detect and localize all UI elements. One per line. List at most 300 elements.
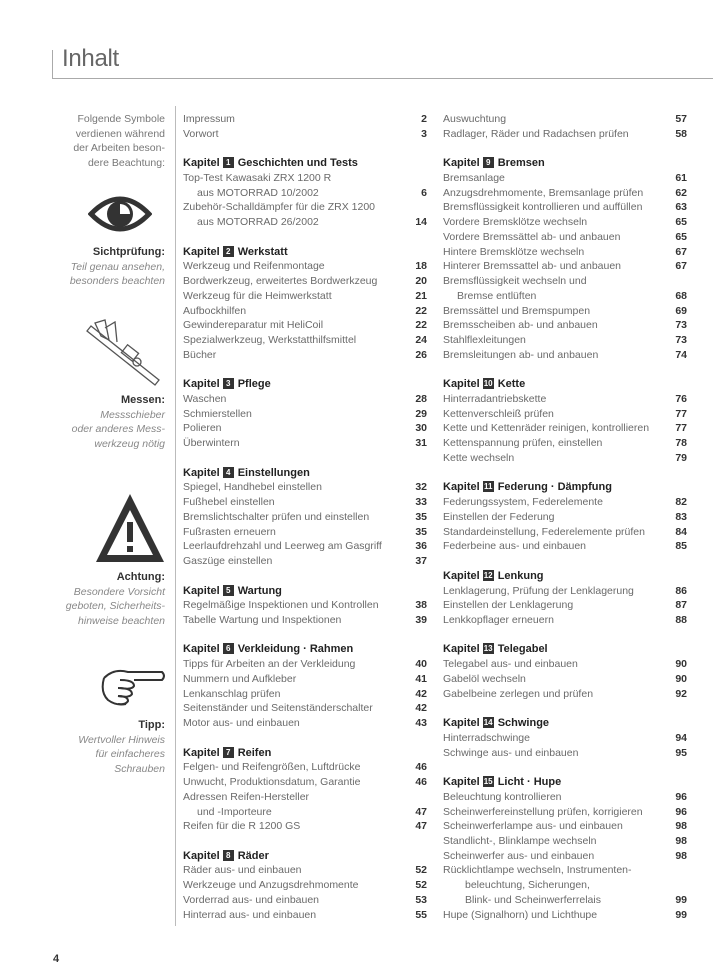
toc-entry[interactable]	[443, 436, 687, 451]
toc-entry-text: Scheinwerfereinstellung prüfen, korrigieren	[443, 805, 643, 818]
toc-entry[interactable]	[183, 495, 427, 510]
toc-entry-text: Bremssättel und Bremspumpen	[443, 304, 591, 317]
toc-entry[interactable]	[443, 200, 687, 215]
toc-page-number	[411, 790, 427, 805]
toc-entry-text: Waschen	[183, 392, 227, 405]
chapter-number-badge: 5	[223, 585, 234, 596]
toc-entry[interactable]	[443, 171, 687, 186]
toc-entry-text: und -Importeure	[197, 805, 272, 818]
toc-page-number: 18	[415, 260, 427, 273]
toc-entry-text: Blink- und Scheinwerferrelais	[465, 893, 601, 906]
toc-page-number: 35	[415, 525, 427, 538]
toc-entry-continuation[interactable]	[183, 215, 427, 230]
toc-page-number: 31	[415, 437, 427, 450]
toc-entry[interactable]	[443, 333, 687, 348]
toc-entry-text: Schwinge aus- und einbauen	[443, 746, 579, 759]
toc-entry[interactable]	[183, 863, 427, 878]
toc-entry[interactable]	[183, 318, 427, 333]
toc-entry[interactable]	[443, 805, 687, 820]
toc-entry-text: beleuchtung, Sicherungen,	[465, 879, 590, 892]
toc-page-number: 14	[415, 216, 427, 229]
symbol-label: Sichtprüfung:	[92, 246, 165, 258]
toc-entry-text: Kette und Kettenräder reinigen, kontrollieren	[443, 422, 650, 435]
symbol-messen	[30, 393, 165, 452]
toc-entry[interactable]	[183, 613, 427, 628]
toc-entry-text: Scheinwerferlampe aus- und einbauen	[443, 820, 623, 833]
toc-entry[interactable]	[183, 304, 427, 319]
chapter-heading[interactable]	[183, 584, 427, 599]
toc-entry[interactable]	[183, 348, 427, 363]
toc-entry-text: Scheinwerfer aus- und einbauen	[443, 849, 595, 862]
toc-page-number: 99	[675, 893, 687, 906]
warning-triangle-icon	[93, 490, 167, 566]
toc-page-number: 98	[675, 834, 687, 847]
symbol-label: Tipp:	[138, 719, 165, 731]
chapter-heading[interactable]	[183, 156, 427, 171]
toc-entry-text: Auswuchtung	[443, 113, 507, 125]
chapter-title: Schwinge	[497, 717, 550, 730]
toc-entry-text: Gewindereparatur mit HeliCoil	[183, 319, 324, 332]
symbol-desc: Messschieber	[100, 408, 165, 421]
chapter-title: Einstellungen	[237, 466, 310, 479]
toc-entry-text: aus MOTORRAD 10/2002	[197, 186, 319, 199]
toc-entry[interactable]	[183, 127, 427, 142]
toc-page-number: 37	[415, 555, 427, 568]
toc-column-right	[443, 112, 687, 922]
toc-entry-text: Bücher	[183, 348, 217, 361]
toc-entry[interactable]	[443, 451, 687, 466]
symbol-sichtpruefung	[30, 245, 165, 289]
chapter-heading[interactable]	[183, 746, 427, 761]
toc-page-number: 39	[415, 613, 427, 626]
toc-entry[interactable]	[183, 539, 427, 554]
symbol-label: Achtung:	[116, 571, 165, 583]
toc-entry[interactable]	[183, 112, 427, 127]
toc-entry-text: Bremsanlage	[443, 171, 505, 184]
toc-entry[interactable]	[183, 510, 427, 525]
toc-entry-text: Kettenspannung prüfen, einstellen	[443, 437, 603, 450]
toc-entry-text: Vorwort	[183, 127, 219, 140]
chapter-number-badge: 7	[223, 747, 234, 758]
toc-entry-text: Standlicht-, Blinklampe wechseln	[443, 834, 597, 847]
toc-entry-text: Spezialwerkzeug, Werkstatthilfsmittel	[183, 334, 357, 347]
toc-page-number: 52	[415, 864, 427, 877]
chapter-label: Kapitel	[183, 157, 220, 170]
toc-entry-text: Zubehör-Schalldämpfer für die ZRX 1200	[183, 201, 376, 214]
toc-entry-text: Federbeine aus- und einbauen	[443, 540, 587, 553]
toc-page-number: 63	[675, 201, 687, 214]
toc-page-number: 76	[675, 392, 687, 405]
intro-line: verdienen während	[75, 127, 165, 140]
toc-entry-text: Federungssystem, Federelemente	[443, 496, 603, 509]
chapter-heading[interactable]	[183, 849, 427, 864]
toc-entry-text: Bordwerkzeug, erweitertes Bordwerkzeug	[183, 275, 378, 288]
toc-entry-text: Telegabel aus- und einbauen	[443, 658, 578, 671]
toc-entry[interactable]	[443, 539, 687, 554]
toc-entry[interactable]	[183, 701, 427, 716]
toc-entry-text: Vordere Bremssättel ab- und anbauen	[443, 230, 621, 243]
column-divider	[175, 106, 176, 926]
toc-page-number: 43	[415, 717, 427, 730]
chapter-heading[interactable]	[443, 480, 687, 495]
toc-entry[interactable]	[443, 348, 687, 363]
toc-entry[interactable]	[443, 245, 687, 260]
toc-entry-continuation[interactable]	[443, 878, 687, 893]
toc-entry-text: Einstellen der Lenklagerung	[443, 599, 574, 612]
toc-entry-text: Leerlaufdrehzahl und Leerweg am Gasgriff	[183, 540, 382, 553]
toc-entry-text: aus MOTORRAD 26/2002	[197, 216, 319, 229]
toc-entry-text: Unwucht, Produktionsdatum, Garantie	[183, 776, 361, 789]
toc-entry[interactable]	[183, 333, 427, 348]
intro-line: dere Beachtung:	[87, 157, 165, 170]
chapter-number-badge: 10	[483, 379, 493, 389]
chapter-heading[interactable]	[443, 569, 687, 584]
toc-entry[interactable]	[443, 215, 687, 230]
toc-entry[interactable]	[443, 127, 687, 142]
toc-entry-text: Spiegel, Handhebel einstellen	[183, 481, 322, 494]
toc-page-number: 96	[675, 790, 687, 803]
toc-entry[interactable]	[443, 819, 687, 834]
toc-page-number: 42	[415, 687, 427, 700]
toc-page-number: 28	[415, 392, 427, 405]
toc-entry[interactable]	[183, 657, 427, 672]
toc-entry-text: Standardeinstellung, Federelemente prüfen	[443, 525, 645, 538]
toc-entry[interactable]	[443, 908, 687, 923]
toc-entry[interactable]	[443, 318, 687, 333]
toc-entry-text: Werkzeuge und Anzugsdrehmomente	[183, 879, 359, 892]
chapter-label: Kapitel	[183, 746, 220, 759]
chapter-heading[interactable]	[443, 377, 687, 392]
intro-line: Folgende Symbole	[77, 113, 165, 125]
chapter-label: Kapitel	[443, 481, 480, 494]
toc-page-number: 87	[675, 599, 687, 612]
toc-page-number: 46	[415, 761, 427, 774]
toc-entry[interactable]	[443, 407, 687, 422]
page-number: 4	[53, 953, 60, 965]
symbol-desc: Wertvoller Hinweis	[78, 733, 165, 746]
toc-entry[interactable]	[183, 775, 427, 790]
toc-page-number: 29	[415, 407, 427, 420]
toc-page-number: 84	[675, 525, 687, 538]
toc-page-number: 67	[675, 260, 687, 273]
intro-line: der Arbeiten beson-	[73, 142, 165, 155]
toc-entry-text: Werkzeug und Reifenmontage	[183, 260, 325, 273]
toc-entry[interactable]	[443, 657, 687, 672]
toc-entry-text: Räder aus- und einbauen	[183, 864, 302, 877]
toc-page-number: 53	[415, 893, 427, 906]
toc-entry-text: Gabelöl wechseln	[443, 672, 526, 685]
toc-entry-text: Fußhebel einstellen	[183, 496, 275, 509]
toc-page-number: 95	[675, 746, 687, 759]
page-title: Inhalt	[62, 45, 119, 72]
toc-page-number: 90	[675, 658, 687, 671]
toc-entry[interactable]	[183, 760, 427, 775]
toc-page-number: 2	[421, 113, 427, 125]
toc-entry[interactable]	[183, 436, 427, 451]
toc-entry-text: Kettenverschleiß prüfen	[443, 407, 554, 420]
eye-icon	[88, 190, 152, 238]
toc-entry-text: Nummern und Aufkleber	[183, 672, 297, 685]
chapter-heading[interactable]	[443, 775, 687, 790]
toc-entry-text: Hinterradantriebskette	[443, 392, 547, 405]
toc-entry[interactable]	[183, 716, 427, 731]
toc-entry[interactable]	[443, 746, 687, 761]
chapter-label: Kapitel	[443, 717, 480, 730]
chapter-title: Federung · Dämpfung	[497, 481, 612, 494]
toc-entry[interactable]	[443, 186, 687, 201]
chapter-label: Kapitel	[183, 584, 220, 597]
toc-entry[interactable]	[443, 510, 687, 525]
chapter-label: Kapitel	[183, 849, 220, 862]
toc-entry[interactable]	[443, 230, 687, 245]
chapter-label: Kapitel	[183, 378, 220, 391]
toc-page-number: 77	[675, 407, 687, 420]
toc-entry-text: Hinterer Bremssattel ab- und anbauen	[443, 260, 622, 273]
caliper-icon	[85, 318, 165, 390]
chapter-number-badge: 15	[483, 777, 493, 787]
chapter-title: Bremsen	[497, 157, 545, 170]
chapter-title: Reifen	[237, 746, 272, 759]
chapter-number-badge: 12	[483, 570, 493, 580]
toc-page-number: 36	[415, 540, 427, 553]
toc-entry[interactable]	[443, 525, 687, 540]
symbol-tipp	[30, 718, 165, 777]
toc-entry-continuation[interactable]	[183, 805, 427, 820]
chapter-title: Pflege	[237, 378, 271, 391]
symbol-desc: Besondere Vorsicht	[73, 585, 165, 598]
toc-entry[interactable]	[443, 790, 687, 805]
toc-entry-text: Beleuchtung kontrollieren	[443, 790, 562, 803]
toc-entry-text: Bremsflüssigkeit kontrollieren und auffüllen	[443, 201, 643, 214]
toc-page-number: 98	[675, 820, 687, 833]
toc-page-number: 98	[675, 849, 687, 862]
toc-entry-text: Impressum	[183, 113, 235, 125]
chapter-label: Kapitel	[183, 643, 220, 656]
toc-entry[interactable]	[443, 259, 687, 274]
chapter-number-badge: 14	[483, 718, 493, 728]
toc-entry-text: Hupe (Signalhorn) und Lichthupe	[443, 908, 598, 921]
toc-entry[interactable]	[183, 687, 427, 702]
toc-entry-text: Vordere Bremsklötze wechseln	[443, 216, 588, 229]
toc-page-number: 85	[675, 540, 687, 553]
chapter-heading[interactable]	[183, 642, 427, 657]
toc-entry-text: Fußrasten erneuern	[183, 525, 276, 538]
toc-entry-text: Bremsflüssigkeit wechseln und	[443, 275, 587, 288]
chapter-title: Verkleidung · Rahmen	[237, 643, 354, 656]
toc-page-number: 99	[675, 908, 687, 921]
toc-page-number: 21	[415, 289, 427, 302]
toc-entry[interactable]	[443, 421, 687, 436]
toc-entry[interactable]	[183, 407, 427, 422]
toc-entry[interactable]	[443, 598, 687, 613]
toc-page-number: 79	[675, 451, 687, 464]
toc-entry-text: Adressen Reifen-Hersteller	[183, 790, 310, 803]
toc-page-number: 26	[415, 348, 427, 361]
toc-entry-text: Tabelle Wartung und Inspektionen	[183, 613, 342, 626]
toc-page-number: 90	[675, 672, 687, 685]
chapter-title: Räder	[237, 849, 269, 862]
toc-entry-text: Top-Test Kawasaki ZRX 1200 R	[183, 171, 332, 184]
toc-page-number	[411, 200, 427, 215]
title-divider-vertical	[52, 50, 53, 79]
toc-entry[interactable]	[183, 893, 427, 908]
symbol-desc: werkzeug nötig	[94, 438, 165, 451]
chapter-number-badge: 3	[223, 378, 234, 389]
toc-page-number: 65	[675, 216, 687, 229]
toc-column-left	[183, 112, 427, 922]
chapter-title: Licht · Hupe	[497, 776, 562, 789]
chapter-number-badge: 11	[483, 482, 493, 492]
toc-entry[interactable]	[443, 672, 687, 687]
toc-page-number: 96	[675, 805, 687, 818]
toc-page-number: 30	[415, 422, 427, 435]
chapter-label: Kapitel	[443, 569, 480, 582]
toc-entry[interactable]	[183, 908, 427, 923]
toc-page-number: 78	[675, 437, 687, 450]
chapter-heading[interactable]	[443, 716, 687, 731]
chapter-title: Kette	[497, 378, 526, 391]
toc-entry-text: Tipps für Arbeiten an der Verkleidung	[183, 658, 356, 671]
toc-entry[interactable]	[443, 849, 687, 864]
chapter-number-badge: 1	[223, 157, 234, 168]
chapter-heading[interactable]	[443, 642, 687, 657]
toc-entry[interactable]	[183, 392, 427, 407]
toc-entry-text: Werkzeug für die Heimwerkstatt	[183, 289, 332, 302]
chapter-heading[interactable]	[183, 466, 427, 481]
toc-entry-text: Anzugsdrehmomente, Bremsanlage prüfen	[443, 186, 644, 199]
toc-page-number: 55	[415, 908, 427, 921]
toc-entry-text: Reifen für die R 1200 GS	[183, 820, 301, 833]
symbol-desc: besonders beachten	[69, 275, 165, 288]
sidebar-intro	[30, 112, 165, 171]
toc-entry[interactable]	[183, 480, 427, 495]
symbol-desc: hinweise beachten	[78, 615, 165, 628]
toc-entry[interactable]	[443, 731, 687, 746]
toc-entry-text: Rücklichtlampe wechseln, Instrumenten-	[443, 864, 632, 877]
toc-entry-continuation[interactable]	[443, 289, 687, 304]
toc-entry-text: Lenkanschlag prüfen	[183, 687, 281, 700]
symbol-desc: Schrauben	[114, 763, 165, 776]
toc-entry[interactable]	[183, 421, 427, 436]
toc-page-number: 33	[415, 496, 427, 509]
toc-page-number: 73	[675, 319, 687, 332]
toc-entry[interactable]	[183, 289, 427, 304]
toc-entry[interactable]	[183, 819, 427, 834]
toc-entry[interactable]	[183, 171, 427, 186]
chapter-label: Kapitel	[443, 643, 480, 656]
toc-page-number: 3	[421, 127, 427, 140]
toc-page-number: 52	[415, 879, 427, 892]
toc-page-number: 47	[415, 805, 427, 818]
toc-entry-text: Hinterradschwinge	[443, 731, 530, 744]
toc-page-number	[671, 863, 687, 878]
toc-entry-text: Gabelbeine zerlegen und prüfen	[443, 687, 594, 700]
toc-page-number: 86	[675, 584, 687, 597]
symbol-desc: für einfacheres	[95, 748, 165, 761]
toc-entry[interactable]	[443, 584, 687, 599]
chapter-number-badge: 9	[483, 157, 494, 168]
toc-entry[interactable]	[183, 259, 427, 274]
symbol-achtung	[30, 570, 165, 629]
toc-page-number: 77	[675, 422, 687, 435]
toc-page-number: 82	[675, 496, 687, 509]
toc-entry[interactable]	[183, 598, 427, 613]
toc-entry-text: Stahlflexleitungen	[443, 334, 526, 347]
toc-entry[interactable]	[443, 112, 687, 127]
toc-page-number: 32	[415, 481, 427, 494]
toc-page-number: 35	[415, 510, 427, 523]
chapter-heading[interactable]	[443, 156, 687, 171]
toc-page-number: 22	[415, 319, 427, 332]
toc-page-number: 67	[675, 245, 687, 258]
chapter-label: Kapitel	[183, 245, 220, 258]
toc-entry-text: Felgen- und Reifengrößen, Luftdrücke	[183, 761, 361, 774]
toc-entry-text: Gaszüge einstellen	[183, 555, 273, 568]
toc-entry[interactable]	[443, 274, 687, 289]
toc-page-number: 47	[415, 820, 427, 833]
toc-entry-continuation[interactable]	[183, 186, 427, 201]
toc-entry[interactable]	[183, 274, 427, 289]
toc-entry[interactable]	[443, 613, 687, 628]
toc-page-number: 68	[675, 289, 687, 302]
toc-entry-text: Schmierstellen	[183, 407, 252, 420]
toc-entry-text: Radlager, Räder und Radachsen prüfen	[443, 127, 629, 140]
toc-page-number: 40	[415, 658, 427, 671]
toc-entry[interactable]	[443, 392, 687, 407]
toc-entry-text: Bremse entlüften	[457, 289, 537, 302]
chapter-label: Kapitel	[443, 378, 480, 391]
toc-entry-text: Regelmäßige Inspektionen und Kontrollen	[183, 599, 379, 612]
chapter-number-badge: 4	[223, 467, 234, 478]
toc-entry[interactable]	[183, 200, 427, 215]
toc-entry[interactable]	[443, 863, 687, 878]
toc-page-number: 42	[415, 702, 427, 715]
toc-entry[interactable]	[183, 790, 427, 805]
chapter-title: Werkstatt	[237, 245, 288, 258]
toc-entry[interactable]	[443, 687, 687, 702]
toc-entry-text: Bremsleitungen ab- und anbauen	[443, 348, 599, 361]
toc-entry[interactable]	[443, 495, 687, 510]
symbol-desc: geboten, Sicherheits-	[65, 600, 165, 613]
toc-entry-text: Lenkkopflager erneuern	[443, 613, 554, 626]
chapter-title: Lenkung	[497, 569, 544, 582]
toc-entry-text: Einstellen der Federung	[443, 510, 555, 523]
toc-page-number: 69	[675, 304, 687, 317]
toc-entry[interactable]	[443, 834, 687, 849]
toc-entry[interactable]	[183, 878, 427, 893]
symbol-label: Messen:	[120, 394, 165, 406]
toc-page-number: 57	[675, 113, 687, 125]
toc-entry[interactable]	[443, 304, 687, 319]
toc-entry[interactable]	[183, 672, 427, 687]
toc-entry-text: Kette wechseln	[443, 451, 515, 464]
toc-entry-text: Vorderrad aus- und einbauen	[183, 893, 320, 906]
toc-entry-text: Überwintern	[183, 437, 240, 450]
toc-entry-continuation[interactable]	[443, 893, 687, 908]
chapter-heading[interactable]	[183, 245, 427, 260]
toc-entry[interactable]	[183, 525, 427, 540]
toc-page-number: 62	[675, 186, 687, 199]
toc-entry-text: Bremslichtschalter prüfen und einstellen	[183, 510, 370, 523]
toc-page-number: 94	[675, 731, 687, 744]
chapter-heading[interactable]	[183, 377, 427, 392]
toc-entry-text: Motor aus- und einbauen	[183, 717, 300, 730]
toc-page-number: 83	[675, 510, 687, 523]
chapter-label: Kapitel	[183, 466, 220, 479]
toc-page-number: 58	[675, 127, 687, 140]
toc-entry[interactable]	[183, 554, 427, 569]
chapter-label: Kapitel	[443, 157, 480, 170]
